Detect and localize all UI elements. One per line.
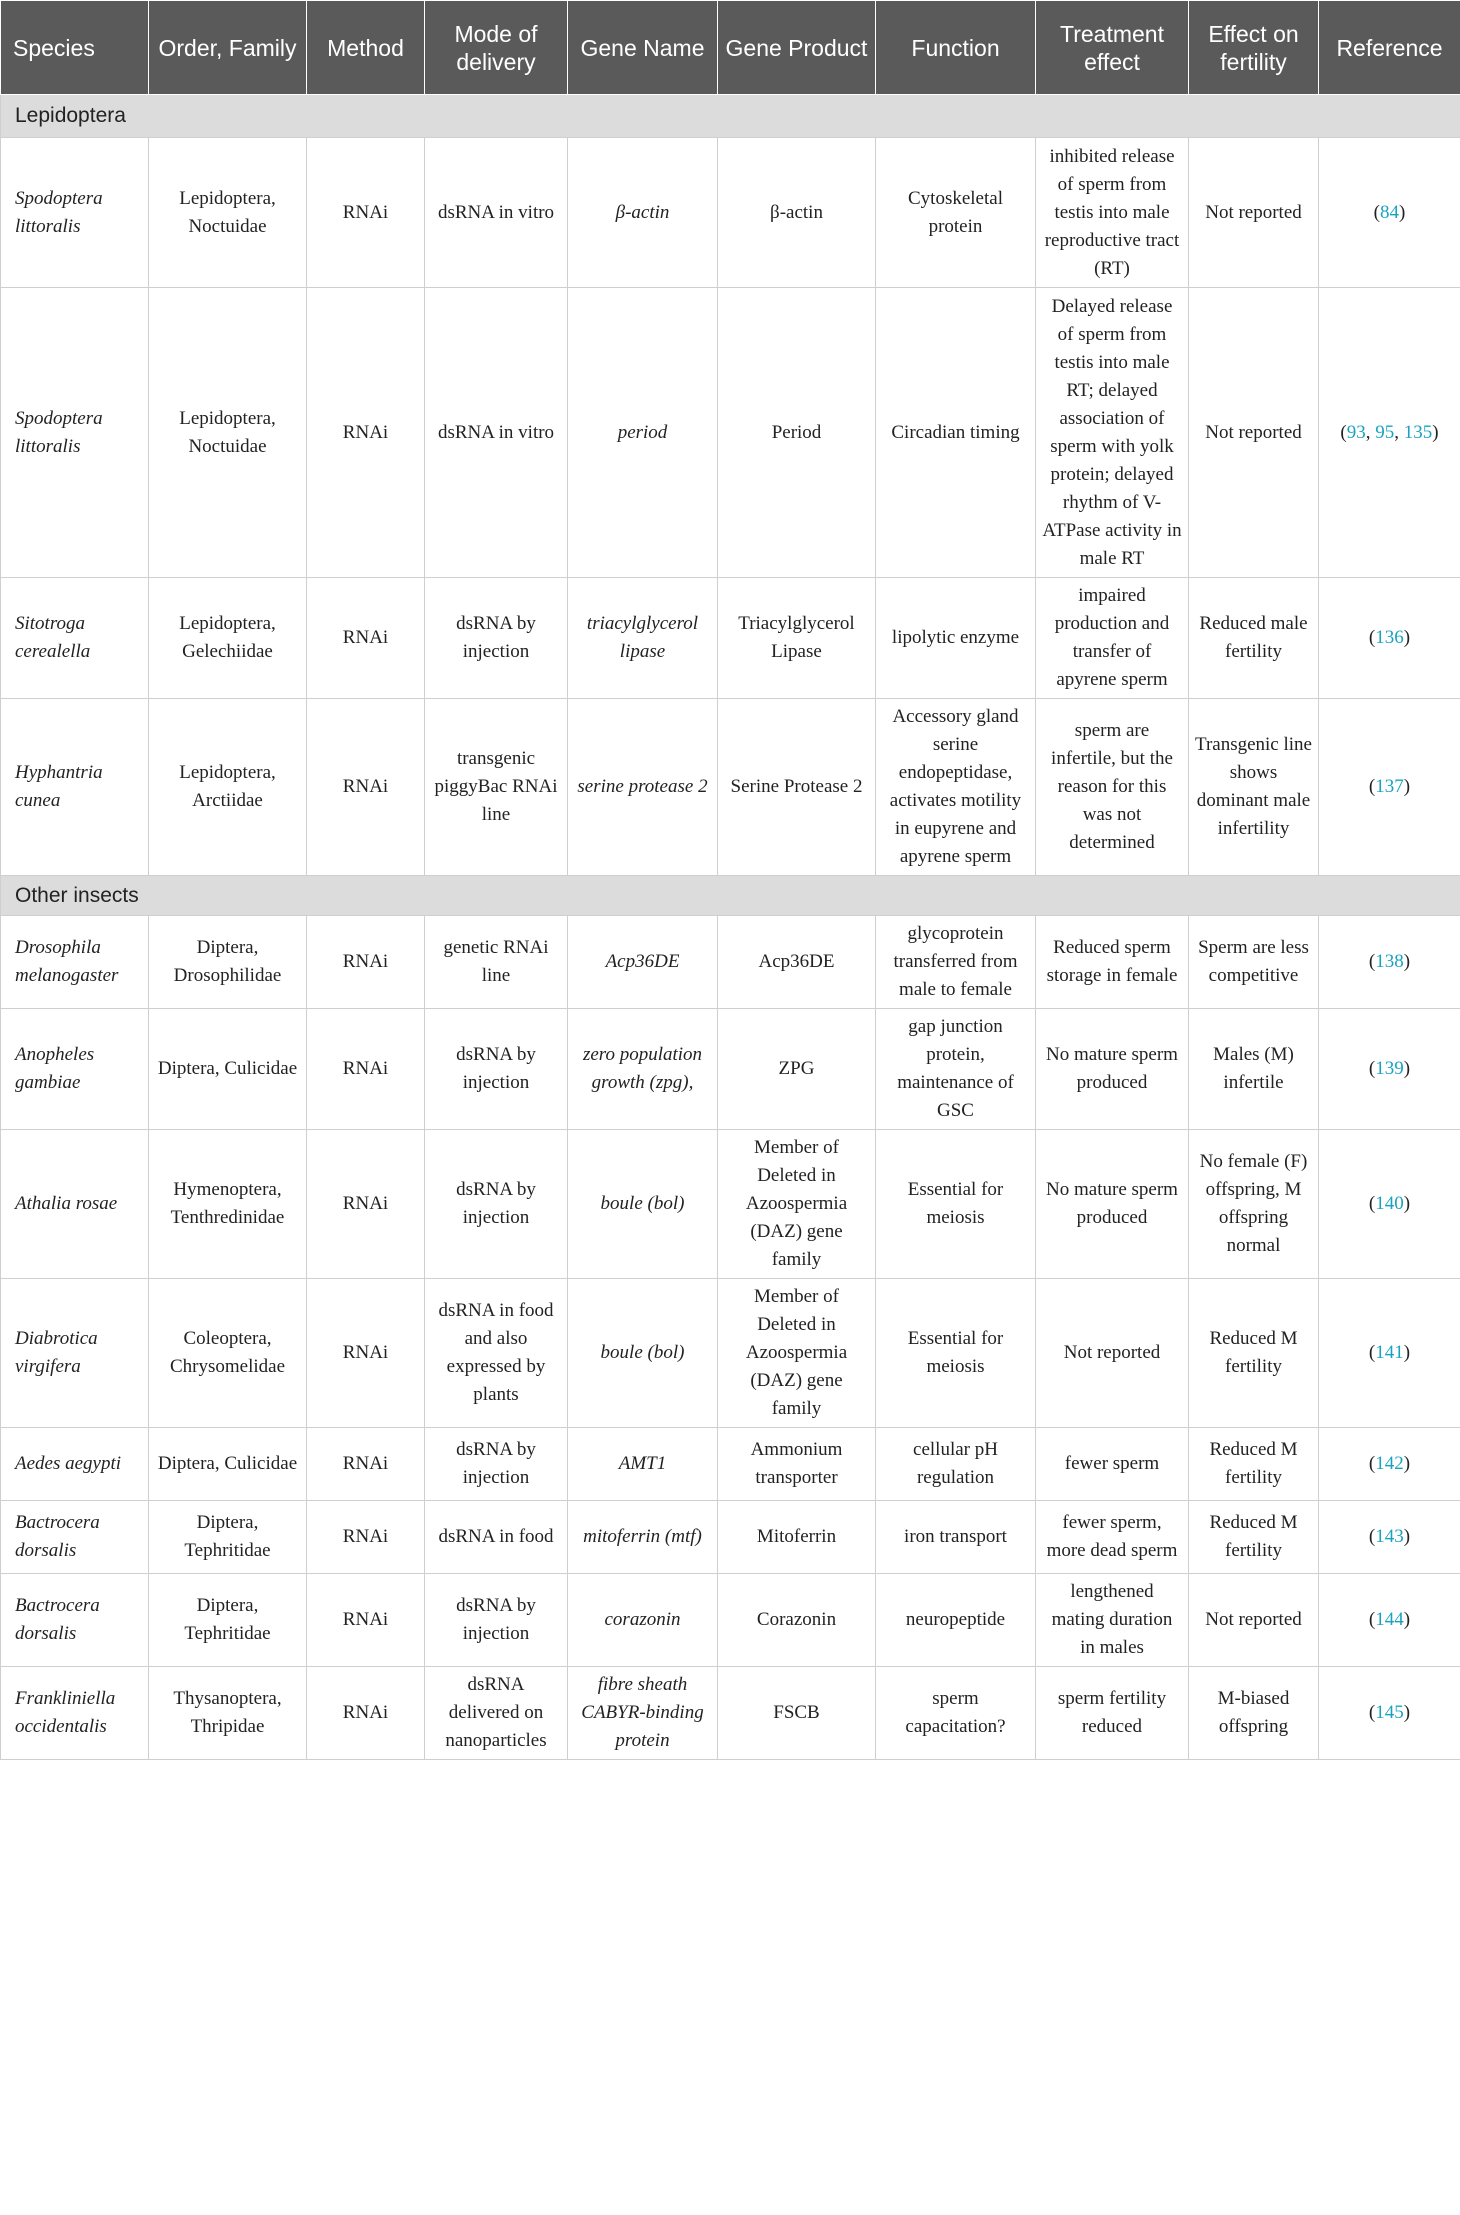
cell-method: RNAi <box>307 1501 425 1574</box>
cell-treatment-effect: Reduced sperm storage in female <box>1036 916 1189 1009</box>
cell-species: Anopheles gambiae <box>1 1009 149 1130</box>
cell-gene-product: Corazonin <box>718 1574 876 1667</box>
cell-gene-name: boule (bol) <box>568 1279 718 1428</box>
reference-link[interactable]: 143 <box>1375 1526 1404 1547</box>
cell-function: Essential for meiosis <box>876 1130 1036 1279</box>
cell-mode-of-delivery: dsRNA in food and also expressed by plants <box>425 1279 568 1428</box>
cell-effect-on-fertility: M-biased offspring <box>1189 1667 1319 1760</box>
cell-effect-on-fertility: Reduced M fertility <box>1189 1279 1319 1428</box>
reference-link[interactable]: 135 <box>1403 421 1433 443</box>
cell-reference: (93, 95, 135) <box>1319 288 1460 578</box>
cell-function: gap junction protein, maintenance of GSC <box>876 1009 1036 1130</box>
cell-mode-of-delivery: dsRNA in vitro <box>425 138 568 288</box>
cell-species: Drosophila melanogaster <box>1 916 149 1009</box>
cell-order-family: Lepidoptera, Arctiidae <box>149 699 307 876</box>
cell-reference: (142) <box>1319 1428 1460 1501</box>
header-effect-on-fertility: Effect on fertility <box>1189 1 1319 95</box>
cell-effect-on-fertility: Reduced M fertility <box>1189 1501 1319 1574</box>
cell-function: cellular pH regulation <box>876 1428 1036 1501</box>
cell-gene-product: Ammonium transporter <box>718 1428 876 1501</box>
cell-effect-on-fertility: Not reported <box>1189 1574 1319 1667</box>
cell-order-family: Hymenoptera, Tenthredinidae <box>149 1130 307 1279</box>
cell-reference: (144) <box>1319 1574 1460 1667</box>
cell-effect-on-fertility: Not reported <box>1189 288 1319 578</box>
cell-mode-of-delivery: dsRNA in vitro <box>425 288 568 578</box>
cell-function: sperm capacitation? <box>876 1667 1036 1760</box>
cell-method: RNAi <box>307 1130 425 1279</box>
cell-treatment-effect: fewer sperm <box>1036 1428 1189 1501</box>
cell-gene-product: Triacylglycerol Lipase <box>718 578 876 699</box>
reference-link[interactable]: 144 <box>1375 1609 1404 1630</box>
cell-method: RNAi <box>307 1279 425 1428</box>
table-row <box>1 699 1460 876</box>
cell-reference: (137) <box>1319 699 1460 876</box>
cell-treatment-effect: impaired production and transfer of apyrene sperm <box>1036 578 1189 699</box>
cell-order-family: Thysanoptera, Thripidae <box>149 1667 307 1760</box>
cell-reference: (140) <box>1319 1130 1460 1279</box>
cell-order-family: Lepidoptera, Noctuidae <box>149 138 307 288</box>
cell-effect-on-fertility: Transgenic line shows dominant male infertility <box>1189 699 1319 876</box>
reference-link[interactable]: 136 <box>1375 627 1404 648</box>
cell-effect-on-fertility: Sperm are less competitive <box>1189 916 1319 1009</box>
cell-treatment-effect: sperm fertility reduced <box>1036 1667 1189 1760</box>
cell-treatment-effect: No mature sperm produced <box>1036 1009 1189 1130</box>
header-row <box>1 1 1460 95</box>
cell-order-family: Coleoptera, Chrysomelidae <box>149 1279 307 1428</box>
cell-species: Sitotroga cerealella <box>1 578 149 699</box>
cell-reference: (139) <box>1319 1009 1460 1130</box>
cell-gene-product: Member of Deleted in Azoospermia (DAZ) gene family <box>718 1130 876 1279</box>
cell-treatment-effect: inhibited release of sperm from testis into male reproductive tract (RT) <box>1036 138 1189 288</box>
cell-species: Spodoptera littoralis <box>1 138 149 288</box>
cell-reference: (136) <box>1319 578 1460 699</box>
cell-species: Hyphantria cunea <box>1 699 149 876</box>
cell-mode-of-delivery: dsRNA by injection <box>425 1574 568 1667</box>
header-gene-name: Gene Name <box>568 1 718 95</box>
cell-gene-product: Period <box>718 288 876 578</box>
cell-gene-name: AMT1 <box>568 1428 718 1501</box>
cell-species: Bactrocera dorsalis <box>1 1501 149 1574</box>
cell-function: Cytoskeletal protein <box>876 138 1036 288</box>
cell-order-family: Diptera, Culicidae <box>149 1009 307 1130</box>
cell-method: RNAi <box>307 916 425 1009</box>
cell-treatment-effect: sperm are infertile, but the reason for this was not determined <box>1036 699 1189 876</box>
table-row <box>1 1428 1460 1501</box>
cell-function: lipolytic enzyme <box>876 578 1036 699</box>
cell-method: RNAi <box>307 1009 425 1130</box>
table-body <box>1 95 1460 1760</box>
cell-treatment-effect: fewer sperm, more dead sperm <box>1036 1501 1189 1574</box>
cell-order-family: Lepidoptera, Noctuidae <box>149 288 307 578</box>
cell-effect-on-fertility: No female (F) offspring, M offspring normal <box>1189 1130 1319 1279</box>
cell-species: Frankliniella occidentalis <box>1 1667 149 1760</box>
cell-reference: (84) <box>1319 138 1460 288</box>
cell-function: Essential for meiosis <box>876 1279 1036 1428</box>
header-reference: Reference <box>1319 1 1460 95</box>
header-mode-of-delivery: Mode of delivery <box>425 1 568 95</box>
cell-method: RNAi <box>307 699 425 876</box>
cell-species: Diabrotica virgifera <box>1 1279 149 1428</box>
cell-species: Aedes aegypti <box>1 1428 149 1501</box>
table-row <box>1 1130 1460 1279</box>
header-method: Method <box>307 1 425 95</box>
cell-gene-name: mitoferrin (mtf) <box>568 1501 718 1574</box>
header-species: Species <box>1 1 149 95</box>
reference-link[interactable]: 93 <box>1346 421 1366 443</box>
reference-link[interactable]: 139 <box>1375 1058 1404 1079</box>
header-function: Function <box>876 1 1036 95</box>
cell-function: iron transport <box>876 1501 1036 1574</box>
cell-effect-on-fertility: Reduced M fertility <box>1189 1428 1319 1501</box>
cell-effect-on-fertility: Not reported <box>1189 138 1319 288</box>
cell-method: RNAi <box>307 578 425 699</box>
cell-method: RNAi <box>307 1428 425 1501</box>
cell-gene-product: Mitoferrin <box>718 1501 876 1574</box>
table-row <box>1 138 1460 288</box>
cell-mode-of-delivery: dsRNA by injection <box>425 1428 568 1501</box>
cell-gene-product: ZPG <box>718 1009 876 1130</box>
cell-effect-on-fertility: Reduced male fertility <box>1189 578 1319 699</box>
cell-gene-product: Member of Deleted in Azoospermia (DAZ) gene family <box>718 1279 876 1428</box>
header-treatment-effect: Treatment effect <box>1036 1 1189 95</box>
cell-function: neuropeptide <box>876 1574 1036 1667</box>
reference-link[interactable]: 141 <box>1375 1342 1404 1363</box>
cell-method: RNAi <box>307 288 425 578</box>
cell-gene-product: FSCB <box>718 1667 876 1760</box>
cell-order-family: Diptera, Culicidae <box>149 1428 307 1501</box>
cell-reference: (145) <box>1319 1667 1460 1760</box>
cell-gene-name: Acp36DE <box>568 916 718 1009</box>
cell-treatment-effect: No mature sperm produced <box>1036 1130 1189 1279</box>
cell-function: Circadian timing <box>876 288 1036 578</box>
cell-gene-product: β-actin <box>718 138 876 288</box>
cell-species: Bactrocera dorsalis <box>1 1574 149 1667</box>
cell-species: Athalia rosae <box>1 1130 149 1279</box>
cell-gene-name: β-actin <box>568 138 718 288</box>
header-gene-product: Gene Product <box>718 1 876 95</box>
section-row <box>1 876 1460 916</box>
reference-link[interactable]: 142 <box>1375 1453 1404 1474</box>
cell-species: Spodoptera littoralis <box>1 288 149 578</box>
cell-mode-of-delivery: dsRNA by injection <box>425 1009 568 1130</box>
cell-gene-name: serine protease 2 <box>568 699 718 876</box>
cell-reference: (143) <box>1319 1501 1460 1574</box>
cell-mode-of-delivery: dsRNA delivered on nanoparticles <box>425 1667 568 1760</box>
table-row <box>1 916 1460 1009</box>
reference-link[interactable]: 137 <box>1375 776 1404 797</box>
cell-treatment-effect: Delayed release of sperm from testis into male RT; delayed association of sperm with yolk protein; delayed rhythm of V-ATPase activity in male RT <box>1036 288 1189 578</box>
section-label: Lepidoptera <box>1 95 1460 138</box>
header-order-family: Order, Family <box>149 1 307 95</box>
cell-effect-on-fertility: Males (M) infertile <box>1189 1009 1319 1130</box>
cell-gene-name: corazonin <box>568 1574 718 1667</box>
cell-gene-name: triacylglycerol lipase <box>568 578 718 699</box>
cell-treatment-effect: lengthened mating duration in males <box>1036 1574 1189 1667</box>
cell-order-family: Diptera, Tephritidae <box>149 1501 307 1574</box>
cell-treatment-effect: Not reported <box>1036 1279 1189 1428</box>
table-row <box>1 1009 1460 1130</box>
reference-link[interactable]: 84 <box>1380 201 1399 223</box>
cell-reference: (138) <box>1319 916 1460 1009</box>
table-row <box>1 1574 1460 1667</box>
cell-gene-product: Acp36DE <box>718 916 876 1009</box>
table-row <box>1 288 1460 578</box>
cell-order-family: Lepidoptera, Gelechiidae <box>149 578 307 699</box>
cell-gene-name: boule (bol) <box>568 1130 718 1279</box>
table-row <box>1 1279 1460 1428</box>
reference-link[interactable]: 145 <box>1375 1702 1404 1723</box>
cell-method: RNAi <box>307 138 425 288</box>
section-row <box>1 95 1460 138</box>
cell-order-family: Diptera, Drosophilidae <box>149 916 307 1009</box>
cell-mode-of-delivery: dsRNA by injection <box>425 578 568 699</box>
reference-link[interactable]: 95 <box>1375 421 1395 443</box>
cell-function: Accessory gland serine endopeptidase, activates motility in eupyrene and apyrene sperm <box>876 699 1036 876</box>
section-label: Other insects <box>1 876 1460 916</box>
cell-reference: (141) <box>1319 1279 1460 1428</box>
cell-method: RNAi <box>307 1574 425 1667</box>
cell-order-family: Diptera, Tephritidae <box>149 1574 307 1667</box>
cell-gene-name: fibre sheath CABYR-binding protein <box>568 1667 718 1760</box>
cell-gene-name: zero population growth (zpg), <box>568 1009 718 1130</box>
cell-function: glycoprotein transferred from male to female <box>876 916 1036 1009</box>
table-row <box>1 1501 1460 1574</box>
reference-link[interactable]: 138 <box>1375 951 1404 972</box>
cell-mode-of-delivery: dsRNA in food <box>425 1501 568 1574</box>
cell-mode-of-delivery: transgenic piggyBac RNAi line <box>425 699 568 876</box>
cell-method: RNAi <box>307 1667 425 1760</box>
table-row <box>1 578 1460 699</box>
cell-mode-of-delivery: dsRNA by injection <box>425 1130 568 1279</box>
cell-gene-product: Serine Protease 2 <box>718 699 876 876</box>
cell-mode-of-delivery: genetic RNAi line <box>425 916 568 1009</box>
table-row <box>1 1667 1460 1760</box>
reference-link[interactable]: 140 <box>1375 1193 1404 1214</box>
cell-gene-name: period <box>568 288 718 578</box>
